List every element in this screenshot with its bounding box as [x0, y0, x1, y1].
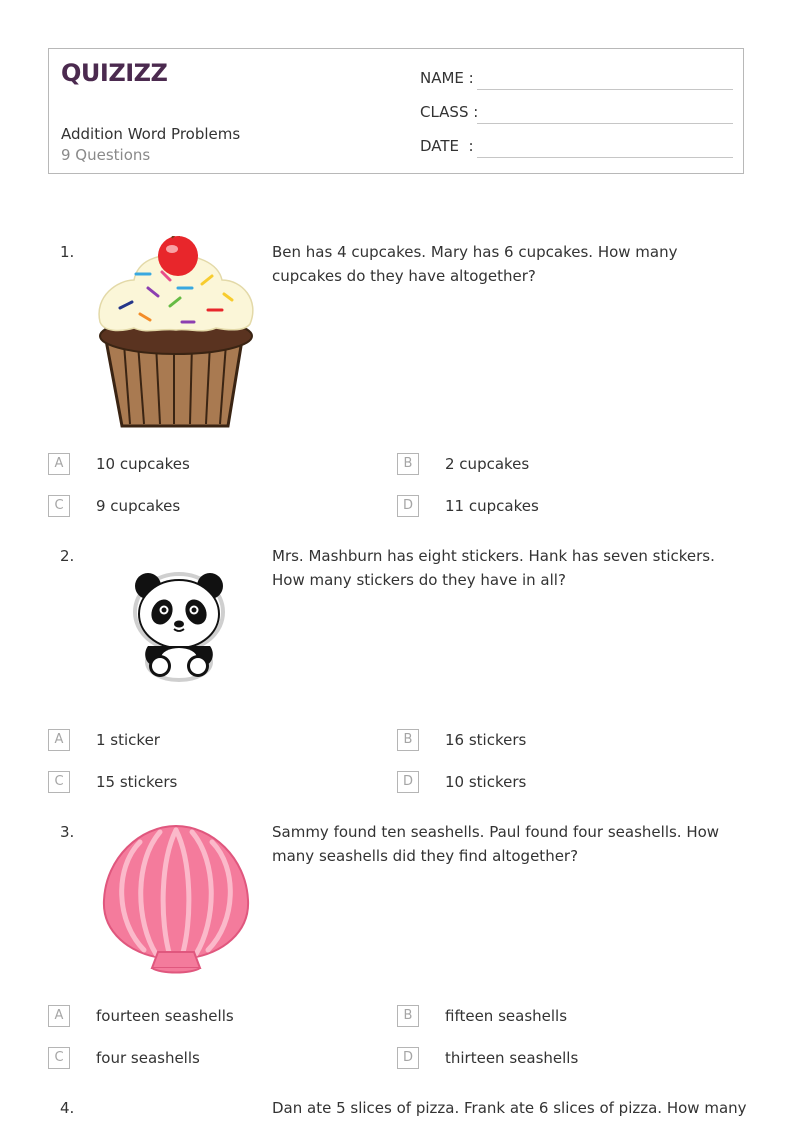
- q2-option-d-letter[interactable]: D: [397, 771, 419, 793]
- q2-option-b-letter[interactable]: B: [397, 729, 419, 751]
- q2-option-c-text[interactable]: 15 stickers: [96, 773, 178, 791]
- question-2-text: Mrs. Mashburn has eight stickers. Hank has seven stickers. How many stickers do they have in all?: [272, 547, 715, 589]
- question-4-number: 4.: [60, 1099, 75, 1117]
- question-1-number: 1.: [60, 243, 75, 261]
- q1-option-a-text[interactable]: 10 cupcakes: [96, 455, 190, 473]
- panda-icon: [132, 570, 226, 682]
- worksheet-header: [48, 48, 744, 174]
- q1-option-a-letter[interactable]: A: [48, 453, 70, 475]
- q3-option-d-text[interactable]: thirteen seashells: [445, 1049, 579, 1067]
- name-label: NAME :: [420, 69, 474, 87]
- q3-option-d-letter[interactable]: D: [397, 1047, 419, 1069]
- q2-option-a-text[interactable]: 1 sticker: [96, 731, 160, 749]
- q2-option-c-letter[interactable]: C: [48, 771, 70, 793]
- q3-option-b-text[interactable]: fifteen seashells: [445, 1007, 568, 1025]
- seashell-icon: [100, 822, 252, 974]
- date-label: DATE :: [420, 137, 474, 155]
- q1-option-d-letter[interactable]: D: [397, 495, 419, 517]
- q3-option-c-text[interactable]: four seashells: [96, 1049, 200, 1067]
- q1-option-b-letter[interactable]: B: [397, 453, 419, 475]
- q2-option-d-text[interactable]: 10 stickers: [445, 773, 527, 791]
- q3-option-a-letter[interactable]: A: [48, 1005, 70, 1027]
- class-label: CLASS :: [420, 103, 479, 121]
- q3-option-c-letter[interactable]: C: [48, 1047, 70, 1069]
- class-line[interactable]: [477, 123, 733, 124]
- question-2-number: 2.: [60, 547, 75, 565]
- q3-option-a-text[interactable]: fourteen seashells: [96, 1007, 234, 1025]
- cupcake-icon: [94, 236, 258, 430]
- date-line[interactable]: [477, 157, 733, 158]
- q1-option-c-letter[interactable]: C: [48, 495, 70, 517]
- question-4-text: Dan ate 5 slices of pizza. Frank ate 6 slices of pizza. How many: [272, 1099, 747, 1117]
- q2-option-b-text[interactable]: 16 stickers: [445, 731, 527, 749]
- q1-option-c-text[interactable]: 9 cupcakes: [96, 497, 181, 515]
- question-1-text: Ben has 4 cupcakes. Mary has 6 cupcakes. How many cupcakes do they have altogether?: [272, 243, 678, 285]
- q1-option-b-text[interactable]: 2 cupcakes: [445, 455, 530, 473]
- q2-option-a-letter[interactable]: A: [48, 729, 70, 751]
- q3-option-b-letter[interactable]: B: [397, 1005, 419, 1027]
- worksheet-title: Addition Word Problems: [61, 125, 241, 143]
- q1-option-d-text[interactable]: 11 cupcakes: [445, 497, 539, 515]
- question-count: 9 Questions: [61, 146, 151, 164]
- question-3-text: Sammy found ten seashells. Paul found four seashells. How many seashells did they find altogether?: [272, 823, 720, 865]
- question-3-number: 3.: [60, 823, 75, 841]
- quizizz-logo: QUIZIZZ: [61, 59, 168, 87]
- name-line[interactable]: [477, 89, 733, 90]
